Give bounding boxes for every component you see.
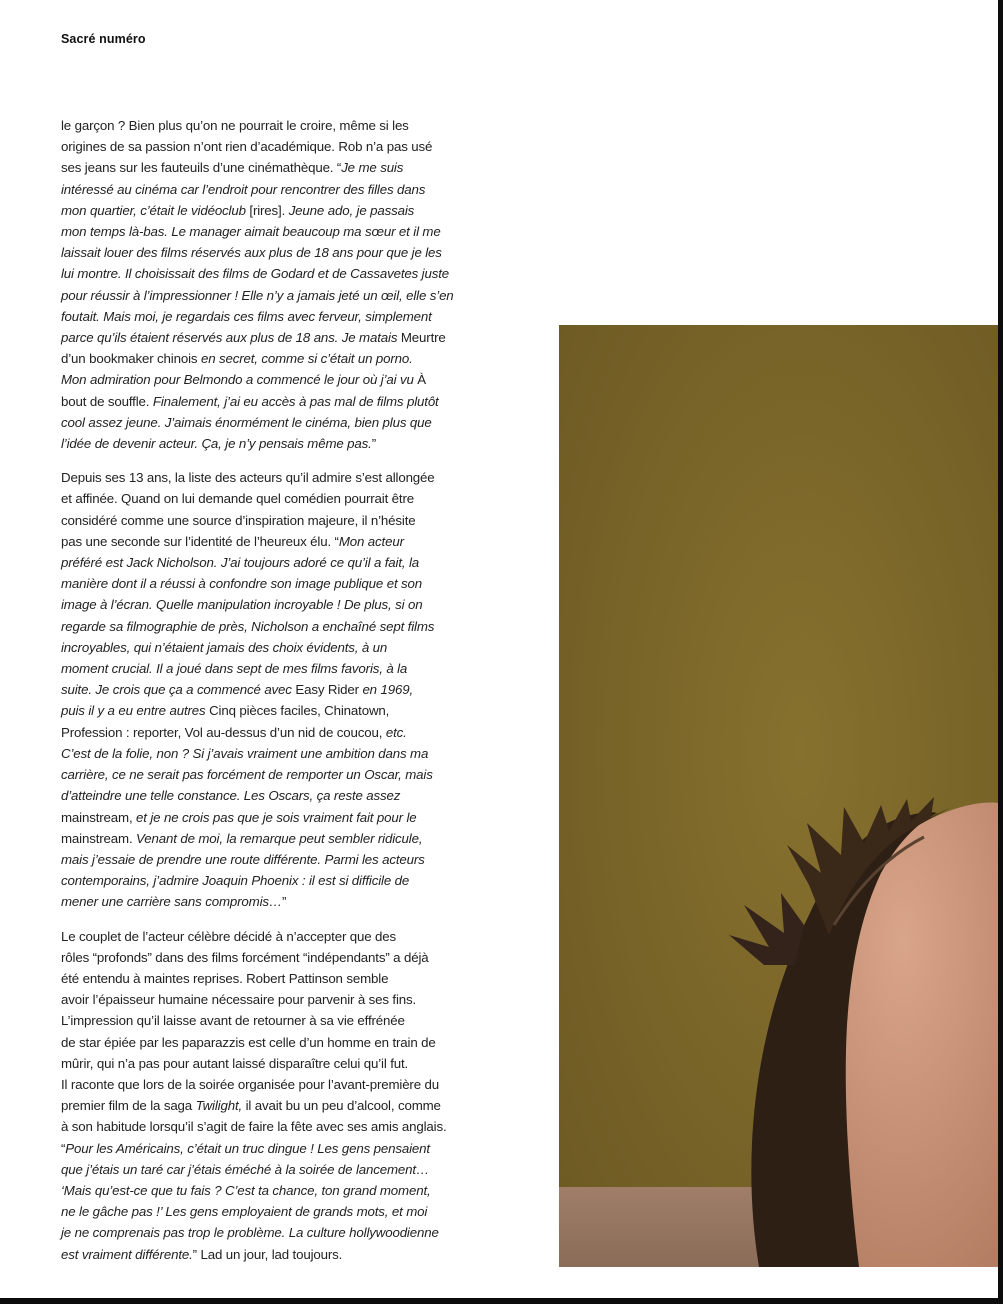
body-text: et affinée. Quand on lui demande quel comédien pourrait être xyxy=(61,491,414,507)
body-text: d’un bookmaker chinois xyxy=(61,351,201,367)
quote-text: Finalement, j’ai eu accès à pas mal de films plutôt xyxy=(152,393,439,409)
quote-text: Je me suis xyxy=(341,160,404,176)
body-text: considéré comme une source d’inspiration majeure, il n’hésite xyxy=(61,512,416,528)
text-line xyxy=(61,369,461,390)
text-line xyxy=(61,1032,461,1053)
page-edge-bottom xyxy=(0,1298,1003,1304)
text-line xyxy=(61,849,461,870)
text-line xyxy=(61,1159,461,1180)
text-line xyxy=(61,573,461,594)
body-text: Le couplet de l’acteur célèbre décidé à n’accepter que des xyxy=(61,928,397,944)
text-line xyxy=(61,968,461,989)
page-edge-right xyxy=(998,0,1003,1304)
text-line xyxy=(61,594,461,615)
quote-text: que j’étais un taré car j’étais éméché à la soirée de lancement… xyxy=(61,1161,430,1177)
text-line xyxy=(61,467,461,488)
text-line xyxy=(61,242,461,263)
portrait-photo xyxy=(559,325,998,1267)
body-text: mainstream. xyxy=(61,830,137,846)
quote-text: je ne comprenais pas trop le problème. La culture hollywoodienne xyxy=(61,1225,439,1241)
quote-text: en secret, comme si c’était un porno. xyxy=(200,351,413,367)
quote-text: regarde sa filmographie de près, Nicholson a enchaîné sept films xyxy=(61,618,435,634)
text-line xyxy=(61,616,461,637)
quote-text: Mon acteur xyxy=(338,533,404,549)
quote-text: carrière, ce ne serait pas forcément de remporter un Oscar, mais xyxy=(61,767,433,783)
quote-text: pour réussir à l’impressionner ! Elle n’y a jamais jeté un œil, elle s’en xyxy=(61,287,454,303)
text-line xyxy=(61,221,461,242)
quote-text: etc. xyxy=(385,724,407,740)
body-text: ” xyxy=(282,894,287,910)
body-text: mûrir, qui n’a pas pour autant laissé disparaître celui qu’il fut. xyxy=(61,1055,409,1071)
body-text: de star épiée par les paparazzis est celle d’un homme en train de xyxy=(61,1034,436,1050)
body-text: bout de souffle. xyxy=(61,393,153,409)
text-line xyxy=(61,637,461,658)
quote-text: intéressé au cinéma car l’endroit pour rencontrer des filles dans xyxy=(61,181,426,197)
quote-text: cool assez jeune. J’aimais énormément le cinéma, bien plus que xyxy=(61,414,432,430)
quote-text: est vraiment différente. xyxy=(61,1246,193,1262)
text-line xyxy=(61,658,461,679)
text-line xyxy=(61,1074,461,1095)
body-text: mainstream, xyxy=(61,809,137,825)
text-line xyxy=(61,785,461,806)
body-text: premier film de la saga xyxy=(61,1098,196,1114)
text-line xyxy=(61,1180,461,1201)
text-line xyxy=(61,348,461,369)
text-line xyxy=(61,743,461,764)
text-line xyxy=(61,764,461,785)
quote-text: l’idée de devenir acteur. Ça, je n’y pensais même pas. xyxy=(61,436,372,452)
quote-text: laissait louer des films réservés aux plus de 18 ans pour que je les xyxy=(61,245,442,261)
text-line xyxy=(61,327,461,348)
body-text: à son habitude lorsqu’il s’agit de faire la fête avec ses amis anglais. xyxy=(61,1119,447,1135)
body-text: été entendu à maintes reprises. Robert Pattinson semble xyxy=(61,970,389,986)
text-line xyxy=(61,1053,461,1074)
body-text: ” Lad un jour, lad toujours. xyxy=(192,1246,343,1262)
quote-text: Venant de moi, la remarque peut sembler ridicule, xyxy=(136,830,423,846)
body-text: Meurtre xyxy=(400,330,446,346)
text-line xyxy=(61,552,461,573)
text-line xyxy=(61,1222,461,1243)
quote-text: mais j’essaie de prendre une route différente. Parmi les acteurs xyxy=(61,851,425,867)
text-line xyxy=(61,306,461,327)
text-line xyxy=(61,1010,461,1031)
quote-text: Twilight, xyxy=(195,1098,243,1114)
quote-text: ‘Mais qu’est-ce que tu fais ? C’est ta chance, ton grand moment, xyxy=(61,1182,431,1198)
quote-text: et je ne crois pas que je sois vraiment fait pour le xyxy=(136,809,417,825)
article-paragraph xyxy=(61,115,461,454)
text-line xyxy=(61,1116,461,1137)
body-text: avoir l’épaisseur humaine nécessaire pour parvenir à ses fins. xyxy=(61,992,417,1008)
quote-text: C’est de la folie, non ? Si j’avais vraiment une ambition dans ma xyxy=(61,745,429,761)
text-line xyxy=(61,722,461,743)
text-line xyxy=(61,200,461,221)
body-text: origines de sa passion n’ont rien d’académique. Rob n’a pas usé xyxy=(61,139,433,155)
section-header: Sacré numéro xyxy=(61,32,146,46)
quote-text: ne le gâche pas !’ Les gens employaient de grands mots, et moi xyxy=(61,1204,428,1220)
text-line xyxy=(61,989,461,1010)
text-line xyxy=(61,263,461,284)
quote-text: mon quartier, c’était le vidéoclub xyxy=(61,202,250,218)
quote-text: en 1969, xyxy=(362,682,413,698)
text-line xyxy=(61,1201,461,1222)
text-line xyxy=(61,157,461,178)
text-line xyxy=(61,285,461,306)
text-line xyxy=(61,1138,461,1159)
quote-text: manière dont il a réussi à confondre son image publique et son xyxy=(61,576,423,592)
text-line xyxy=(61,136,461,157)
article-body xyxy=(61,115,461,1278)
text-line xyxy=(61,1244,461,1265)
body-text: “ xyxy=(61,1140,66,1156)
body-text: rôles “profonds” dans des films forcément “indépendants” a déjà xyxy=(61,949,429,965)
photo-illustration xyxy=(559,325,998,1267)
body-text: [rires]. xyxy=(249,202,289,218)
body-text: Easy Rider xyxy=(295,682,363,698)
text-line xyxy=(61,870,461,891)
text-line xyxy=(61,510,461,531)
article-paragraph xyxy=(61,467,461,912)
quote-text: mon temps là-bas. Le manager aimait beaucoup ma sœur et il me xyxy=(61,224,441,240)
body-text: pas une seconde sur l’identité de l’heureux élu. “ xyxy=(61,533,339,549)
text-line xyxy=(61,807,461,828)
body-text: Cinq pièces faciles, Chinatown, xyxy=(209,703,390,719)
quote-text: suite. Je crois que ça a commencé avec xyxy=(61,682,296,698)
quote-text: mener une carrière sans compromis… xyxy=(61,894,283,910)
quote-text: incroyables, qui n’étaient jamais des choix évidents, à un xyxy=(61,639,388,655)
text-line xyxy=(61,531,461,552)
text-line xyxy=(61,700,461,721)
text-line xyxy=(61,179,461,200)
text-line xyxy=(61,488,461,509)
body-text: Il raconte que lors de la soirée organisée pour l’avant-première du xyxy=(61,1076,439,1092)
body-text: il avait bu un peu d’alcool, comme xyxy=(242,1098,441,1114)
quote-text: Mon admiration pour Belmondo a commencé le jour où j’ai vu xyxy=(61,372,418,388)
text-line xyxy=(61,926,461,947)
quote-text: moment crucial. Il a joué dans sept de mes films favoris, à la xyxy=(61,661,408,677)
quote-text: foutait. Mais moi, je regardais ces films avec ferveur, simplement xyxy=(61,308,432,324)
text-line xyxy=(61,115,461,136)
text-line xyxy=(61,1095,461,1116)
body-text: Depuis ses 13 ans, la liste des acteurs qu’il admire s’est allongée xyxy=(61,470,435,486)
body-text: Profession : reporter, Vol au-dessus d’un nid de coucou, xyxy=(61,724,386,740)
article-paragraph xyxy=(61,926,461,1265)
body-text: À xyxy=(417,372,426,388)
quote-text: contemporains, j’admire Joaquin Phoenix : il est si difficile de xyxy=(61,873,410,889)
text-line xyxy=(61,828,461,849)
quote-text: puis il y a eu entre autres xyxy=(61,703,210,719)
text-line xyxy=(61,412,461,433)
quote-text: lui montre. Il choisissait des films de Godard et de Cassavetes juste xyxy=(61,266,449,282)
body-text: ” xyxy=(371,436,376,452)
text-line xyxy=(61,891,461,912)
text-line xyxy=(61,433,461,454)
quote-text: Pour les Américains, c’était un truc dingue ! Les gens pensaient xyxy=(65,1140,430,1156)
quote-text: image à l’écran. Quelle manipulation incroyable ! De plus, si on xyxy=(61,597,423,613)
quote-text: parce qu’ils étaient réservés aux plus de 18 ans. Je matais xyxy=(61,330,401,346)
body-text: L’impression qu’il laisse avant de retourner à sa vie effrénée xyxy=(61,1013,405,1029)
text-line xyxy=(61,947,461,968)
quote-text: Jeune ado, je passais xyxy=(288,202,415,218)
body-text: le garçon ? Bien plus qu’on ne pourrait le croire, même si les xyxy=(61,118,409,133)
quote-text: préféré est Jack Nicholson. J’ai toujours adoré ce qu’il a fait, la xyxy=(61,555,420,571)
text-line xyxy=(61,391,461,412)
text-line xyxy=(61,679,461,700)
quote-text: d’atteindre une telle constance. Les Oscars, ça reste assez xyxy=(61,788,401,804)
body-text: ses jeans sur les fauteuils d’une cinémathèque. “ xyxy=(61,160,342,176)
